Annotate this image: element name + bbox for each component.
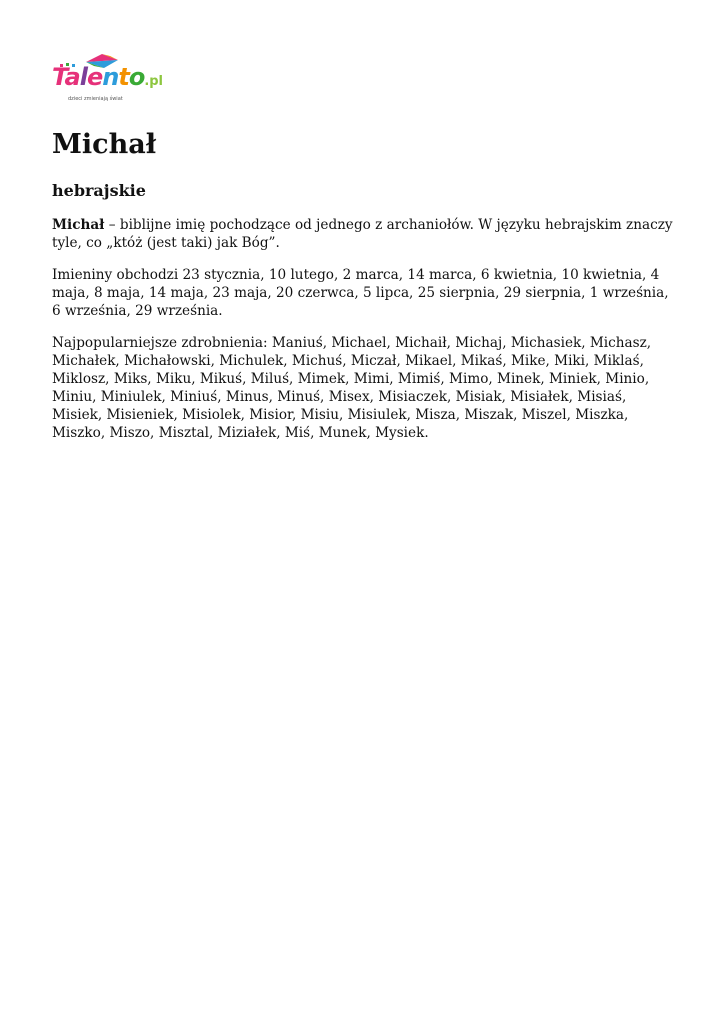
talento-logo[interactable] [52,52,164,110]
intro-text: – biblijne imię pochodzące od jednego z archaniołów. W języku hebrajskim znaczy tyle, co „któż (jest taki) jak Bóg”. [52,217,673,251]
logo-tld: .pl [144,74,164,89]
page-title: Michał [52,129,157,160]
origin-subtitle: hebrajskie [52,181,146,200]
intro-name: Michał [52,217,105,233]
logo-wordmark: Talento.pl [52,63,164,91]
intro-paragraph [52,216,677,252]
article-body [52,216,677,456]
diminutives-paragraph: Najpopularniejsze zdrobnienia: Maniuś, Michael, Michaił, Michaj, Michasiek, Michasz, Michałek, Michałowski, Michulek, Michuś, Miczał, Mikael, Mikaś, Mike, Miki, Miklaś, Miklosz, Miks, Miku, Mikuś, Miluś, Mimek, Mimi, Mimiś, Mimo, Minek, Miniek, Minio, Miniu, Miniulek, Miniuś, Minus, Minuś, Misex, Misiaczek, Misiak, Misiałek, Misiaś, Misiek, Misieniek, Misiolek, Misior, Misiu, Misiulek, Misza, Miszak, Miszel, Miszka, Miszko, Miszo, Misztal, Miziałek, Miś, Munek, Mysiek. [52,335,652,441]
logo-tagline: dzieci zmieniają świat [68,96,123,102]
name-days-paragraph: Imieniny obchodzi 23 stycznia, 10 lutego, 2 marca, 14 marca, 6 kwietnia, 10 kwietnia, 4 maja, 8 maja, 14 maja, 23 maja, 20 czerwca, 5 lipca, 25 sierpnia, 29 sierpnia, 1 września, 6 września, 29 września. [52,267,669,319]
